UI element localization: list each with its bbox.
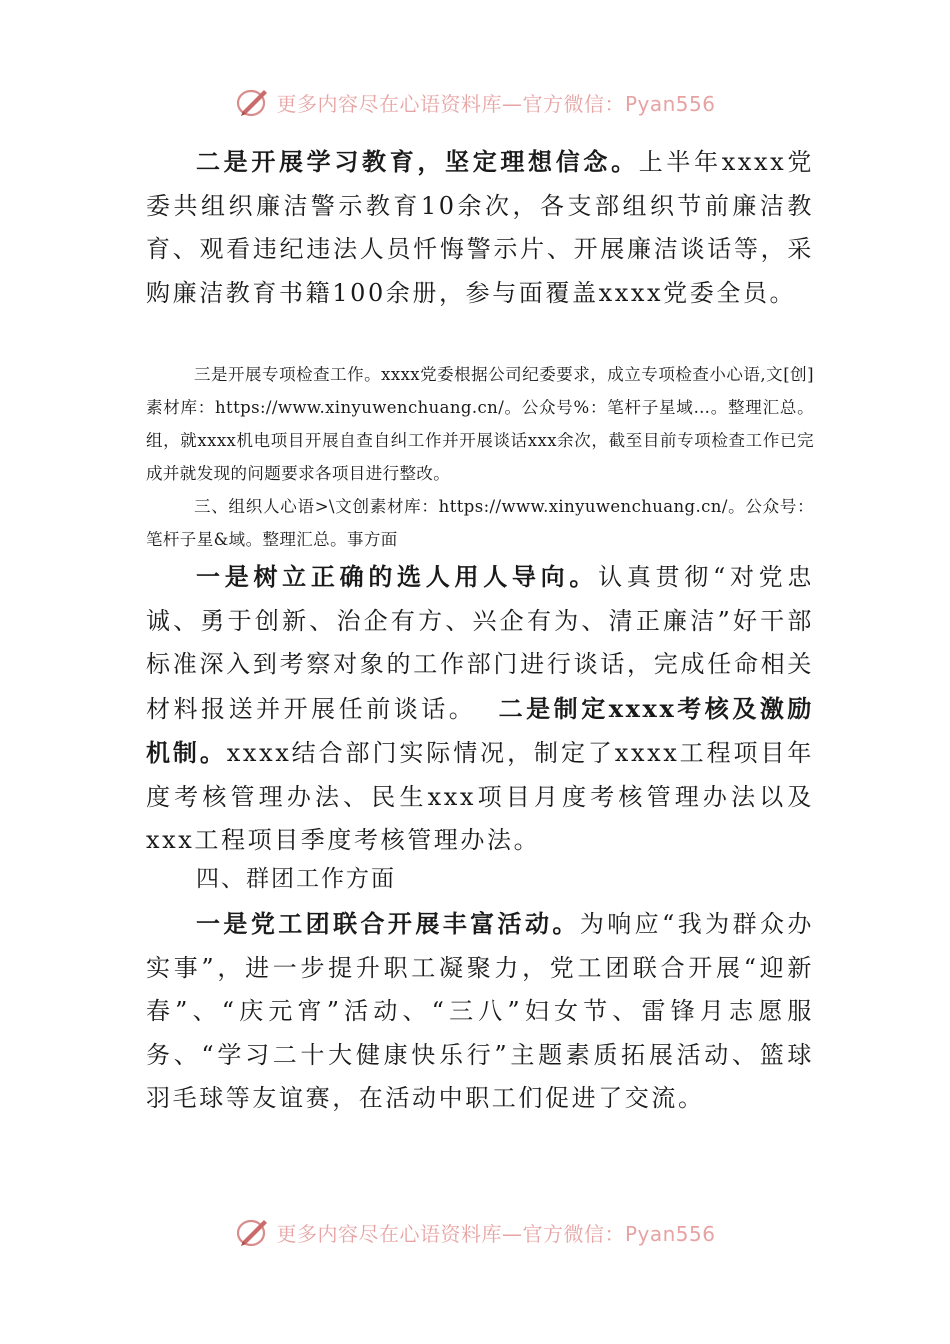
- paragraph-study-education: [146, 140, 814, 315]
- paragraph-organization-heading: 三、组织人心语>\文创素材库：https://www.xinyuwenchuang.cn/。公众号：笔杆子星&域。整理汇总。事方面: [146, 497, 814, 549]
- paragraph-selection-guidance: [146, 555, 814, 863]
- paragraph-text: 为响应“我为群众办实事”，进一步提升职工凝聚力，党工团联合开展“迎新春”、“庆元宵”活动、“三八”妇女节、雷锋月志愿服务、“学习二十大健康快乐行”主题素质拓展活动、篮球羽毛球等友谊赛，在活动中职工们促进了交流。: [146, 910, 814, 1112]
- paragraph-joint-activities: [146, 902, 814, 1121]
- paragraph-lead-2: 二是制定xxxx考核及激励机制。: [146, 693, 814, 767]
- paragraph-text: 认真贯彻“对党忠诚、勇于创新、治企有方、兴企有为、清正廉洁”好干部标准深入到考察对象的工作部门进行谈话，完成任命相关材料报送并开展任前谈话。: [146, 563, 814, 723]
- paragraph-text: 上半年xxxx党委共组织廉洁警示教育10余次，各支部组织节前廉洁教育、观看违纪违法人员忏悔警示片、开展廉洁谈话等，采购廉洁教育书籍100余册，参与面覆盖xxxx党委全员。: [146, 148, 814, 307]
- paragraph-lead: 二是开展学习教育，坚定理想信念。: [196, 147, 639, 176]
- watermark-banner-bottom: [0, 1212, 950, 1252]
- section-heading-mass-organizations: 四、群团工作方面: [196, 866, 396, 892]
- watermark-banner-top: [0, 82, 950, 122]
- paragraph-text-2: xxxx结合部门实际情况，制定了xxxx工程项目年度考核管理办法、民生xxx项目月度考核管理办法以及xxx工程项目季度考核管理办法。: [146, 739, 814, 854]
- watermark-text: 更多内容尽在心语资料库—官方微信：Pyan556: [276, 1221, 716, 1246]
- paragraph-lead: 一是树立正确的选人用人导向。: [196, 562, 599, 591]
- paragraph-special-inspection: 三是开展专项检查工作。xxxx党委根据公司纪委要求，成立专项检查小心语,文[创]素材库：https://www.xinyuwenchuang.cn/。公众号%：笔杆子星域…。整理汇总。组，就xxxx机电项目开展自查自纠工作并开展谈话xxx余次，截至目前专项检查工作已完成并就发现的问题要求各项目进行整改。: [146, 365, 814, 483]
- pen-circle-logo-icon: [234, 1215, 272, 1249]
- pen-circle-logo-icon: [234, 85, 272, 119]
- watermark-text: 更多内容尽在心语资料库—官方微信：Pyan556: [276, 91, 716, 116]
- paragraph-lead: 一是党工团联合开展丰富活动。: [196, 909, 580, 938]
